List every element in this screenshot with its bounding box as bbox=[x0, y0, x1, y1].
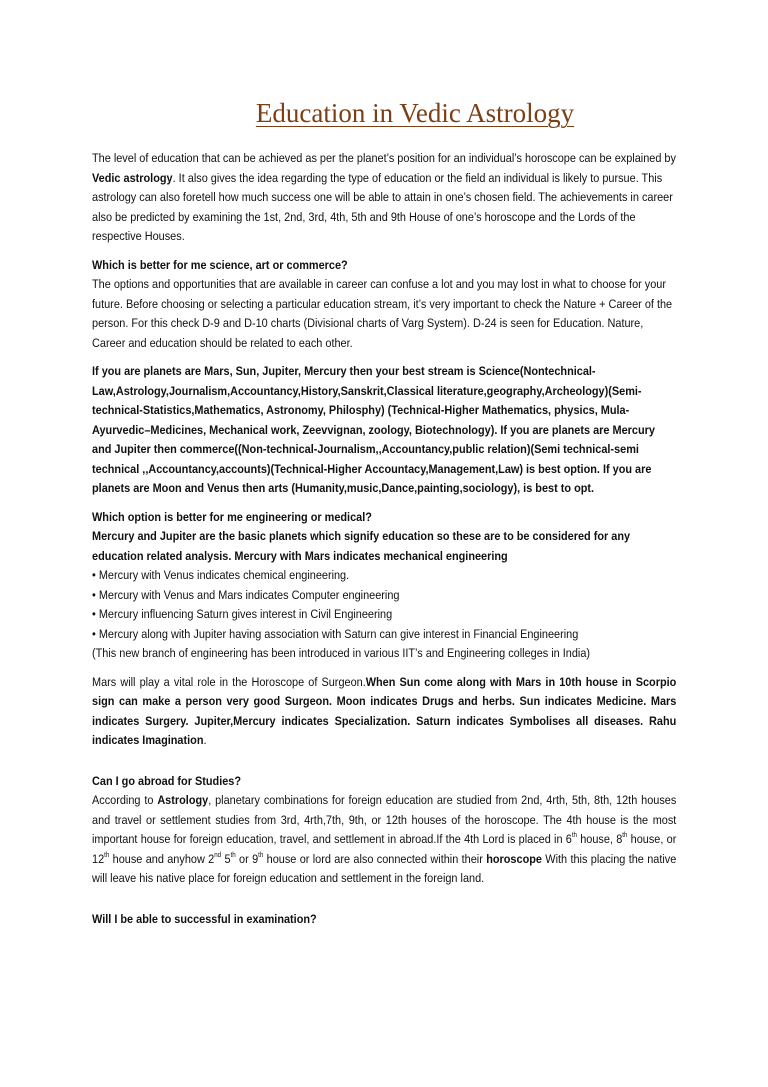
intro-text-2: . It also gives the idea regarding the type of education or the field an individual is likely to pursue. This astrology can also foretell how much success one will be able to attain in one’s chosen field. The achievements in career also be predicted by examining the 1st, 2nd, 3rd, 4th, 5th and 9th House of one’s horoscope and the Lords of the respective Houses. bbox=[92, 170, 673, 243]
text: house, 8 bbox=[576, 832, 623, 846]
text: or 9 bbox=[235, 851, 259, 866]
section-abroad bbox=[92, 772, 676, 889]
section-engineering-medical bbox=[92, 508, 676, 664]
section-heading: Which option is better for me engineering or medical? bbox=[92, 509, 372, 524]
surgeon-end: . bbox=[203, 733, 207, 747]
section-note: (This new branch of engineering has been introduced in various IIT’s and Engineering colleges in India) bbox=[92, 646, 591, 660]
text: , planetary combinations for foreign education are studied from 2nd, 4rth, 5th, 8th, 12th houses and travel or settlement studies from 3rd, 4rth,7th, 9th, or 12th houses of the horoscope. The 4th house is the most important house for foreign education, travel, and settlement in abroad.If the 4th Lord is placed in 6 bbox=[92, 793, 677, 846]
section-heading-examination: Will I be able to successful in examination? bbox=[92, 911, 317, 926]
bullet-item: • Mercury along with Jupiter having association with Saturn can give interest in Financial Engineering bbox=[92, 626, 579, 641]
bullet-item: • Mercury with Venus and Mars indicates Computer engineering bbox=[92, 587, 400, 602]
section-text: The options and opportunities that are available in career can confuse a lot and you may lost in what to choose for your future. Before choosing or selecting a particular education stream, it’s very important to check the Nature + Career of the person. For this check D-9 and D-10 charts (Divisional charts of Varg System). D-24 is seen for Education. Nature, Career and education should be related to each other. bbox=[92, 277, 673, 350]
text: 5 bbox=[221, 851, 231, 866]
superscript: th bbox=[622, 832, 628, 839]
superscript: th bbox=[104, 851, 110, 859]
bullet-item: • Mercury with Venus indicates chemical engineering. bbox=[92, 568, 350, 582]
intro-paragraph bbox=[92, 149, 676, 247]
bullet-item: • Mercury influencing Saturn gives interest in Civil Engineering bbox=[92, 607, 393, 621]
superscript: th bbox=[230, 851, 236, 859]
bold-text: horoscope bbox=[486, 851, 542, 866]
section-bold-text: Mercury and Jupiter are the basic planets which signify education so these are to be considered for any education related analysis. Mercury with Mars indicates mechanical engineering bbox=[92, 529, 631, 563]
page-title: Education in Vedic Astrology bbox=[255, 98, 575, 128]
superscript: th bbox=[258, 851, 264, 859]
section-science-art-commerce bbox=[92, 256, 676, 354]
surgeon-paragraph bbox=[92, 673, 676, 751]
superscript: th bbox=[571, 832, 577, 839]
text: house and anyhow 2 bbox=[109, 851, 215, 866]
text: With this placing the native will leave his native place for foreign education and settlement in the foreign land. bbox=[92, 851, 677, 885]
surgeon-text: Mars will play a vital role in the Horoscope of Surgeon. bbox=[92, 674, 366, 689]
bold-text: Astrology bbox=[157, 793, 209, 807]
text: house, or 12 bbox=[92, 832, 677, 866]
intro-bold: Vedic astrology bbox=[92, 170, 173, 185]
streams-paragraph: If you are planets are Mars, Sun, Jupiter, Mercury then your best stream is Science(Nontechnical-Law,Astrology,Journalism,Accountancy,History,Sanskrit,Classical literature,geography,Archeology)(Semi-technical-Statistics,Mathematics, Astronomy, Philosphy) (Technical-Higher Mathematics, physics, Mula-Ayurvedic–Medicines, Mechanical work, Zeevvignan, zoology, Biotechnology). If you are planets are Mercury and Jupiter then commerce((Non-technical-Journalism,,Accountancy,public relation)(Semi technical-semi technical ,,Accountancy,accounts)(Technical-Higher Accountacy,Management,Law) is best option. If you are planets are Moon and Venus then arts (Humanity,music,Dance,painting,sociology), is best to opt. bbox=[92, 364, 655, 495]
text: house or lord are also connected within their bbox=[263, 851, 487, 866]
section-heading: Can I go abroad for Studies? bbox=[92, 773, 242, 788]
text: According to bbox=[92, 793, 158, 807]
superscript: nd bbox=[214, 851, 222, 859]
document-body bbox=[92, 149, 676, 938]
section-heading: Which is better for me science, art or commerce? bbox=[92, 257, 348, 272]
intro-text: The level of education that can be achieved as per the planet’s position for an individual’s horoscope can be explained by bbox=[92, 151, 676, 165]
surgeon-bold: When Sun come along with Mars in 10th house in Scorpio sign can make a person very good Surgeon. Moon indicates Drugs and herbs. Sun indicates Medicine. Mars indicates Surgery. Jupiter,Mercury indicates Specialization. Saturn indicates Symbolises all diseases. Rahu indicates Imagination bbox=[92, 674, 677, 747]
